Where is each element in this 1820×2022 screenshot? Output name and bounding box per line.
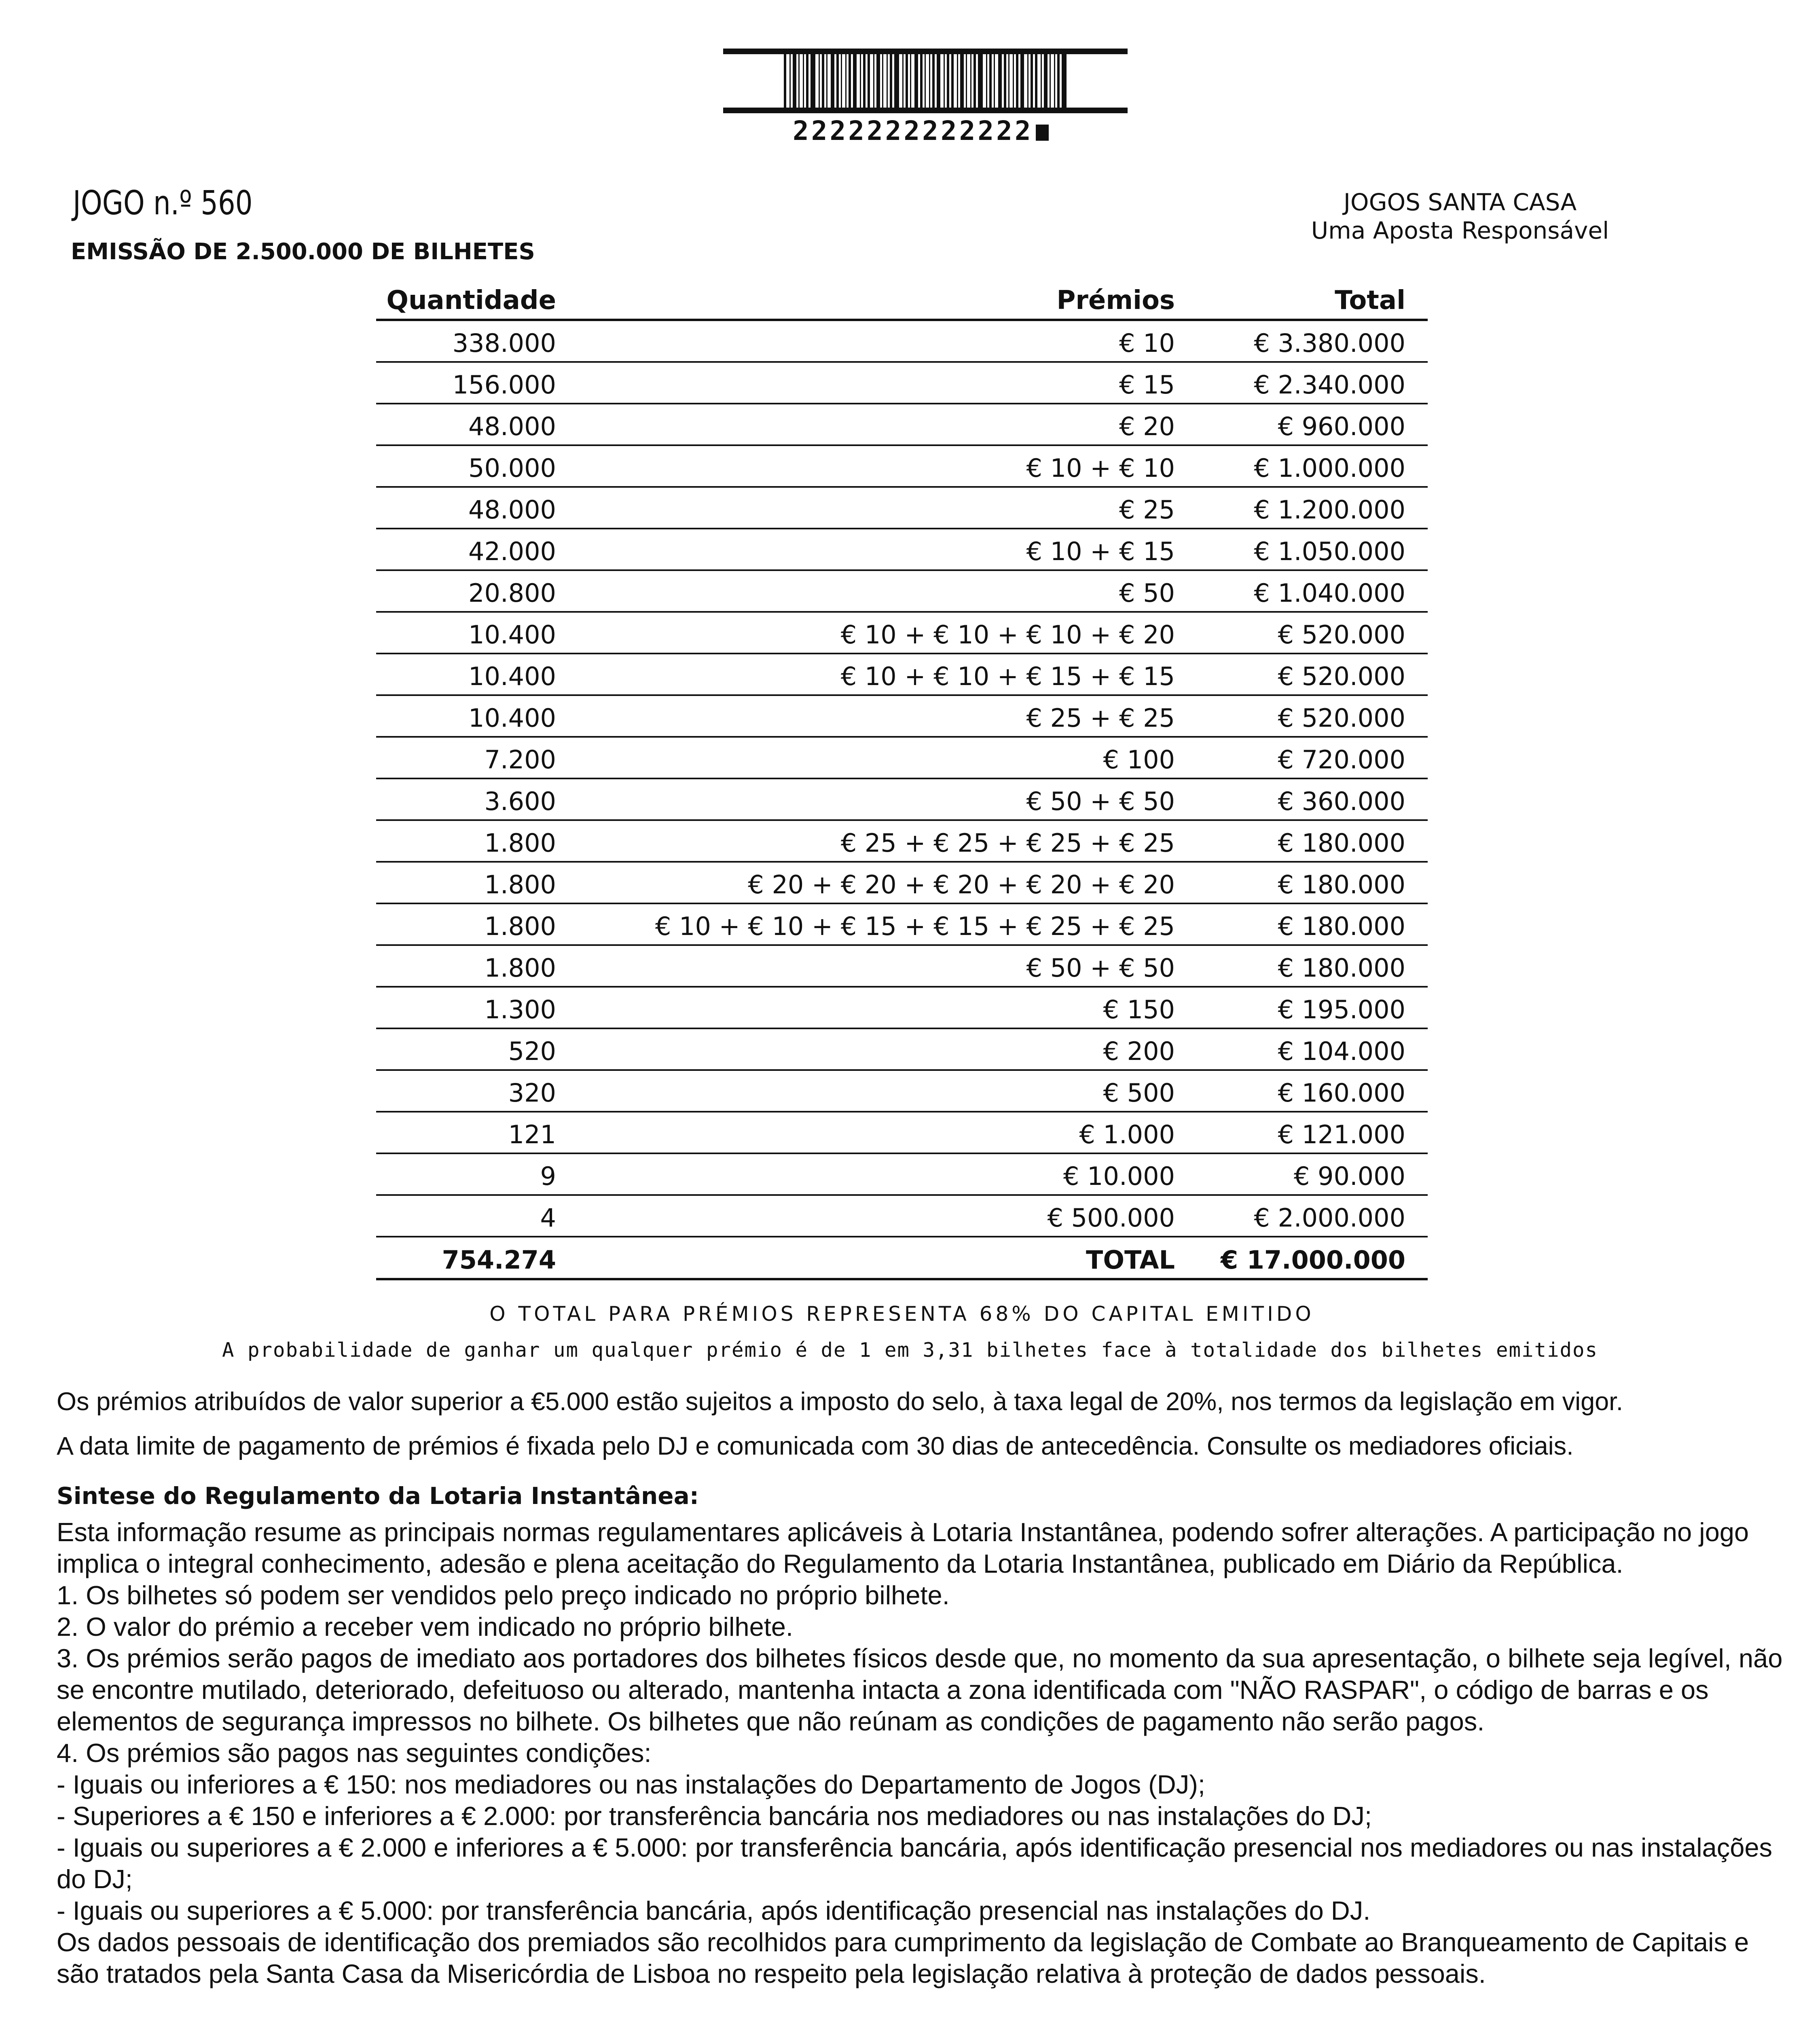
- regulation-paragraph: 2. O valor do prémio a receber vem indicado no próprio bilhete.: [57, 1612, 793, 1641]
- quantity-cell: 1.800: [484, 828, 556, 858]
- regulation-heading: Sintese do Regulamento da Lotaria Instantânea:: [57, 1482, 699, 1510]
- brand-tagline: Uma Aposta Responsável: [1311, 217, 1609, 244]
- prize-table-footer: [376, 1237, 1428, 1280]
- prize-row: [376, 613, 1428, 654]
- quantity-cell: 320: [508, 1078, 556, 1108]
- regulation-paragraph: 1. Os bilhetes só podem ser vendidos pelo preço indicado no próprio bilhete.: [57, 1580, 950, 1610]
- quantity-cell: 121: [508, 1120, 556, 1149]
- prize-row: [376, 1196, 1428, 1237]
- brand-block: [1306, 188, 1614, 245]
- prize-row: [376, 1071, 1428, 1113]
- prize-cell: € 10 + € 10 + € 15 + € 15 + € 25 + € 25: [655, 912, 1175, 941]
- total-quantity: 754.274: [442, 1245, 556, 1275]
- prize-cell: € 500.000: [1047, 1203, 1175, 1233]
- prize-row: [376, 904, 1428, 946]
- quantity-cell: 10.400: [468, 703, 556, 733]
- brand-name: JOGOS SANTA CASA: [1343, 188, 1577, 216]
- total-cell: € 520.000: [1278, 703, 1405, 733]
- total-cell: € 104.000: [1278, 1036, 1405, 1066]
- prize-row: [376, 363, 1428, 404]
- tax-note: Os prémios atribuídos de valor superior a €5.000 estão sujeitos a imposto do selo, à taxa legal de 20%, nos termos da legislação em vigor.: [57, 1387, 1623, 1416]
- prize-cell: € 10: [1119, 328, 1175, 358]
- quantity-cell: 9: [540, 1161, 556, 1191]
- total-cell: € 90.000: [1293, 1161, 1405, 1191]
- prize-row: [376, 988, 1428, 1029]
- prize-cell: € 20: [1119, 412, 1175, 441]
- emission-text: EMISSÃO DE 2.500.000 DE BILHETES: [71, 239, 535, 265]
- regulation-paragraph: - Iguais ou inferiores a € 150: nos mediadores ou nas instalações do Departamento de Jogos (DJ);: [57, 1770, 1205, 1799]
- quantity-cell: 1.800: [484, 953, 556, 983]
- quantity-cell: 7.200: [484, 745, 556, 774]
- total-cell: € 1.040.000: [1254, 578, 1405, 608]
- column-header-prizes: Prémios: [1056, 286, 1175, 315]
- regulation-text: [57, 1516, 1796, 1990]
- column-header-total: Total: [1335, 286, 1405, 315]
- prize-row: [376, 779, 1428, 821]
- prize-row: [376, 1113, 1428, 1154]
- prize-row: [376, 946, 1428, 988]
- quantity-cell: 156.000: [452, 370, 556, 400]
- prize-cell: € 10 + € 10: [1026, 453, 1175, 483]
- total-cell: € 1.050.000: [1254, 537, 1405, 566]
- barcode-number: 2222222222222: [793, 115, 1033, 146]
- prize-row: [376, 321, 1428, 363]
- total-cell: € 180.000: [1278, 828, 1405, 858]
- quantity-cell: 1.300: [484, 995, 556, 1024]
- quantity-cell: 48.000: [468, 495, 556, 525]
- total-cell: € 1.200.000: [1254, 495, 1405, 525]
- capital-percentage-note: O TOTAL PARA PRÉMIOS REPRESENTA 68% DO CAPITAL EMITIDO: [489, 1302, 1314, 1326]
- total-cell: € 3.380.000: [1254, 328, 1405, 358]
- prize-table: [376, 278, 1428, 1280]
- total-cell: € 2.340.000: [1254, 370, 1405, 400]
- quantity-cell: 10.400: [468, 662, 556, 691]
- total-cell: € 121.000: [1278, 1120, 1405, 1149]
- prize-cell: € 25: [1119, 495, 1175, 525]
- quantity-cell: 338.000: [452, 328, 556, 358]
- regulation-paragraph: Esta informação resume as principais normas regulamentares aplicáveis à Lotaria Instantânea, podendo sofrer alterações. A participação no jogo implica o integral conhecimento, adesão e plena aceitação do Regulamento da Lotaria Instantânea, publicado em Diário da República.: [57, 1517, 1749, 1578]
- total-cell: € 520.000: [1278, 662, 1405, 691]
- total-cell: € 720.000: [1278, 745, 1405, 774]
- prize-row: [376, 654, 1428, 696]
- quantity-cell: 10.400: [468, 620, 556, 649]
- regulation-paragraph: 4. Os prémios são pagos nas seguintes condições:: [57, 1738, 652, 1768]
- regulation-paragraph: - Iguais ou superiores a € 5.000: por transferência bancária, após identificação presencial nas instalações do DJ.: [57, 1896, 1371, 1925]
- prize-row: [376, 696, 1428, 738]
- prize-cell: € 10 + € 10 + € 10 + € 20: [840, 620, 1175, 649]
- quantity-cell: 1.800: [484, 870, 556, 899]
- game-title: JOGO n.º 560: [73, 184, 253, 222]
- total-cell: € 195.000: [1278, 995, 1405, 1024]
- regulation-paragraph: 3. Os prémios serão pagos de imediato aos portadores dos bilhetes físicos desde que, no momento da sua apresentação, o bilhete seja legível, não se encontre mutilado, deteriorado, defeituoso ou alterado, mantenha intacta a zona identificada com "NÃO RASPAR", o código de barras e os elementos de segurança impressos no bilhete. Os bilhetes que não reúnam as condições de pagamento não serão pagos.: [57, 1643, 1783, 1736]
- prize-cell: € 15: [1119, 370, 1175, 400]
- total-cell: € 1.000.000: [1254, 453, 1405, 483]
- prize-cell: € 1.000: [1079, 1120, 1175, 1149]
- total-label: TOTAL: [1086, 1245, 1175, 1275]
- regulation-paragraph: Os dados pessoais de identificação dos premiados são recolhidos para cumprimento da legislação de Combate ao Branqueamento de Capitais e são tratados pela Santa Casa da Misericórdia de Lisboa no respeito pela legislação relativa à proteção de dados pessoais.: [57, 1927, 1749, 1988]
- prize-row: [376, 529, 1428, 571]
- quantity-cell: 520: [508, 1036, 556, 1066]
- regulation-paragraph: - Superiores a € 150 e inferiores a € 2.000: por transferência bancária nos mediadores ou nas instalações do DJ;: [57, 1801, 1372, 1831]
- quantity-cell: 42.000: [468, 537, 556, 566]
- quantity-cell: 50.000: [468, 453, 556, 483]
- prize-cell: € 20 + € 20 + € 20 + € 20 + € 20: [748, 870, 1175, 899]
- total-cell: € 360.000: [1278, 787, 1405, 816]
- total-cell: € 180.000: [1278, 870, 1405, 899]
- total-cell: € 180.000: [1278, 953, 1405, 983]
- barcode-end-mark: [1036, 125, 1049, 141]
- regulation-paragraph: - Iguais ou superiores a € 2.000 e inferiores a € 5.000: por transferência bancária, após identificação presencial nos mediadores ou nas instalações do DJ;: [57, 1833, 1773, 1894]
- quantity-cell: 1.800: [484, 912, 556, 941]
- prize-cell: € 25 + € 25 + € 25 + € 25: [840, 828, 1175, 858]
- total-cell: € 180.000: [1278, 912, 1405, 941]
- prize-table-header: [376, 278, 1428, 321]
- prize-cell: € 25 + € 25: [1026, 703, 1175, 733]
- prize-row: [376, 821, 1428, 863]
- column-header-quantity: Quantidade: [386, 286, 556, 315]
- prize-cell: € 10 + € 10 + € 15 + € 15: [840, 662, 1175, 691]
- barcode-digits: [793, 115, 1076, 146]
- barcode: [723, 49, 1128, 113]
- prize-row: [376, 446, 1428, 488]
- prize-cell: € 100: [1103, 745, 1175, 774]
- prize-cell: € 50: [1119, 578, 1175, 608]
- prize-row: [376, 738, 1428, 779]
- prize-row: [376, 488, 1428, 529]
- prize-cell: € 10.000: [1063, 1161, 1175, 1191]
- prize-cell: € 200: [1103, 1036, 1175, 1066]
- total-cell: € 160.000: [1278, 1078, 1405, 1108]
- payment-deadline-note: A data limite de pagamento de prémios é fixada pelo DJ e comunicada com 30 dias de antecedência. Consulte os mediadores oficiais.: [57, 1432, 1574, 1460]
- prize-table-body: [376, 321, 1428, 1237]
- prize-row: [376, 571, 1428, 613]
- prize-row: [376, 404, 1428, 446]
- total-amount: € 17.000.000: [1221, 1245, 1405, 1275]
- prize-cell: € 150: [1103, 995, 1175, 1024]
- quantity-cell: 4: [540, 1203, 556, 1233]
- prize-cell: € 500: [1103, 1078, 1175, 1108]
- barcode-icon: [723, 49, 1128, 113]
- total-cell: € 2.000.000: [1254, 1203, 1405, 1233]
- probability-note: A probabilidade de ganhar um qualquer prémio é de 1 em 3,31 bilhetes face à totalidade dos bilhetes emitidos: [222, 1339, 1598, 1362]
- quantity-cell: 20.800: [468, 578, 556, 608]
- prize-cell: € 50 + € 50: [1026, 787, 1175, 816]
- quantity-cell: 3.600: [484, 787, 556, 816]
- prize-cell: € 10 + € 15: [1026, 537, 1175, 566]
- total-cell: € 960.000: [1278, 412, 1405, 441]
- prize-row: [376, 863, 1428, 904]
- total-cell: € 520.000: [1278, 620, 1405, 649]
- prize-row: [376, 1029, 1428, 1071]
- quantity-cell: 48.000: [468, 412, 556, 441]
- prize-cell: € 50 + € 50: [1026, 953, 1175, 983]
- prize-row: [376, 1154, 1428, 1196]
